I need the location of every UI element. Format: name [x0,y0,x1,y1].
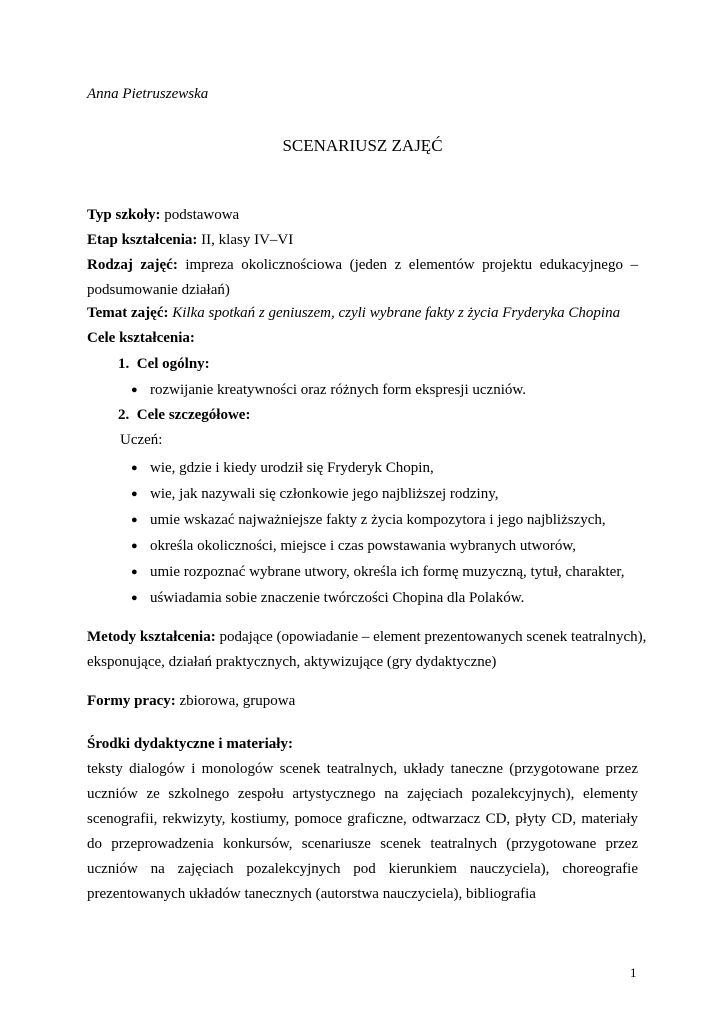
goals-heading: Cele kształcenia: [87,330,195,346]
bullet-icon: ● [131,488,138,500]
bullet-icon: ● [131,540,138,552]
materials-line: prezentowanych układów tanecznych (autorstwa nauczyciela), bibliografia [87,886,536,902]
bullet-icon: ● [131,566,138,578]
bullet-icon: ● [131,384,138,396]
materials-line: uczniów ze szkolnego zespołu artystycznego na zajęciach pozalekcyjnych), elementy [87,786,638,802]
specific-goals-heading [118,402,250,428]
materials-line: scenografii, rekwizyty, kostiumy, pomoce graficzne, odtwarzacz CD, płyty CD, materiały [87,811,638,827]
stage-value: II, klasy IV–VI [197,232,294,248]
specific-goals-number: 2. [118,407,130,423]
list-item-text: umie wskazać najważniejsze fakty z życia kompozytora i jego najbliższych, [150,512,606,528]
list-item-text: określa okoliczności, miejsce i czas powstawania wybranych utworów, [150,538,576,554]
methods-label: Metody kształcenia: [87,629,216,645]
list-item-text: umie rozpoznać wybrane utwory, określa ich formę muzyczną, tytuł, charakter, [150,564,625,580]
general-goal-label: Cel ogólny: [136,356,210,372]
specific-goals-label: Cele szczegółowe: [136,407,251,423]
general-goal-heading [118,351,210,377]
forms-label: Formy pracy: [87,693,176,709]
page-number: 1 [630,965,637,980]
topic-label: Temat zajęć: [87,305,169,321]
list-item-text: wie, jak nazywali się członkowie jego najbliższej rodziny, [150,486,499,502]
general-goal-number: 1. [118,356,130,372]
school-type-value: podstawowa [160,207,240,223]
materials-heading: Środki dydaktyczne i materiały: [87,736,293,752]
stage-line [87,227,293,253]
class-type-continuation: podsumowanie działań) [87,282,230,298]
bullet-icon: ● [131,514,138,526]
list-item-text: uświadamia sobie znaczenie twórczości Chopina dla Polaków. [150,590,525,606]
materials-line: teksty dialogów i monologów scenek teatralnych, układy taneczne (przygotowane przez [87,761,638,777]
topic-value: Kilka spotkań z geniuszem, czyli wybrane fakty z życia Fryderyka Chopina [168,305,621,321]
methods-continuation: eksponujące, działań praktycznych, aktywizujące (gry dydaktyczne) [87,654,497,670]
class-type-value: impreza okolicznościowa (jeden z elementów projektu edukacyjnego – [177,257,638,273]
class-type-label: Rodzaj zajęć: [87,257,178,273]
school-type-label: Typ szkoły: [87,207,161,223]
stage-label: Etap kształcenia: [87,232,198,248]
methods-value: podające (opowiadanie – element prezentowanych scenek teatralnych), [215,629,647,645]
class-type-line [87,252,638,278]
author-name: Anna Pietruszewska [87,86,209,102]
methods-line [87,624,647,650]
forms-line [87,688,295,714]
topic-line [87,300,620,326]
bullet-icon: ● [131,592,138,604]
school-type-line [87,202,239,228]
materials-line: uczniów na zajęciach pozalekcyjnych pod kierunkiem nauczyciela), choreografie [87,861,638,877]
forms-value: zbiorowa, grupowa [175,693,296,709]
specific-goals-intro: Uczeń: [120,432,163,448]
bullet-icon: ● [131,462,138,474]
materials-line: do przeprowadzenia konkursów, scenariusze scenek teatralnych (przygotowane przez [87,836,638,852]
list-item-text: wie, gdzie i kiedy urodził się Fryderyk Chopin, [150,460,434,476]
general-goal-text: rozwijanie kreatywności oraz różnych form ekspresji uczniów. [150,382,526,398]
document-title: SCENARIUSZ ZAJĘĆ [282,136,443,155]
